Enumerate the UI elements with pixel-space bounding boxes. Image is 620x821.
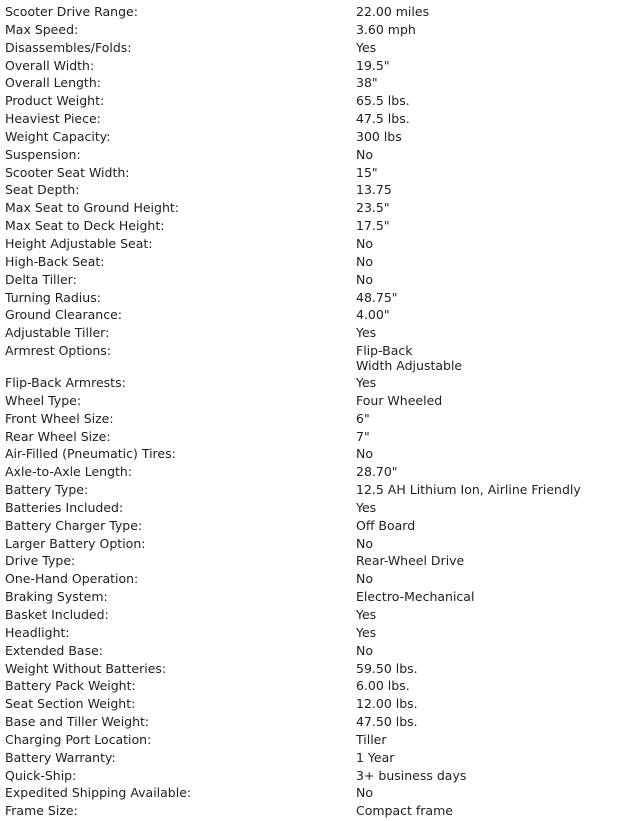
- spec-value-line: 17.5": [356, 218, 390, 234]
- spec-row: [0, 74, 620, 92]
- spec-label: Scooter Drive Range:: [5, 4, 138, 19]
- spec-value-line: No: [356, 446, 373, 462]
- spec-row: [0, 445, 620, 463]
- spec-value-line: 48.75": [356, 289, 398, 305]
- spec-label: Batteries Included:: [5, 499, 124, 515]
- spec-label: High-Back Seat:: [5, 253, 105, 269]
- spec-label: Product Weight:: [5, 93, 105, 109]
- spec-row: [0, 253, 620, 271]
- spec-row: [0, 21, 620, 39]
- spec-value-line: Yes: [356, 499, 377, 515]
- spec-row: [0, 110, 620, 128]
- spec-row: [0, 271, 620, 289]
- spec-label: Extended Base:: [5, 642, 103, 658]
- spec-value-line: No: [356, 235, 373, 251]
- spec-row: [0, 463, 620, 481]
- spec-value-line: 6": [356, 410, 370, 426]
- spec-label: Ground Clearance:: [5, 307, 122, 323]
- spec-value: [356, 146, 620, 164]
- spec-value-line: 3.60 mph: [356, 21, 416, 37]
- spec-label: Disassembles/Folds:: [5, 39, 132, 55]
- spec-label: Flip-Back Armrests:: [5, 375, 126, 391]
- spec-row: [0, 92, 620, 110]
- spec-label: Weight Without Batteries:: [5, 660, 167, 676]
- spec-value: [356, 445, 620, 463]
- spec-value: [356, 677, 620, 695]
- spec-value: [356, 3, 620, 21]
- spec-row: [0, 392, 620, 410]
- spec-label: Adjustable Tiller:: [5, 325, 110, 341]
- spec-value: [356, 39, 620, 57]
- spec-value: [356, 410, 620, 428]
- spec-value: [356, 306, 620, 324]
- spec-value: [356, 289, 620, 307]
- spec-label: Battery Pack Weight:: [5, 678, 136, 694]
- spec-value-line: Electro-Mechanical: [356, 589, 475, 605]
- spec-row: [0, 342, 620, 374]
- spec-value: [356, 517, 620, 535]
- spec-value-line: 38": [356, 75, 378, 91]
- spec-row: [0, 749, 620, 767]
- spec-value-line: Yes: [356, 624, 377, 640]
- spec-label: Charging Port Location:: [5, 731, 152, 747]
- spec-value: [356, 731, 620, 749]
- spec-label: Delta Tiller:: [5, 271, 77, 287]
- spec-value-line: 13.75: [356, 182, 392, 198]
- spec-row: [0, 713, 620, 731]
- spec-value-line: Yes: [356, 39, 377, 55]
- spec-value: [356, 199, 620, 217]
- spec-value-line: Rear-Wheel Drive: [356, 553, 465, 569]
- spec-label: Height Adjustable Seat:: [5, 235, 153, 251]
- spec-row: [0, 39, 620, 57]
- spec-row: [0, 324, 620, 342]
- spec-row: [0, 374, 620, 392]
- spec-value: [356, 428, 620, 446]
- spec-value: [356, 588, 620, 606]
- spec-row: [0, 146, 620, 164]
- spec-value: [356, 660, 620, 678]
- spec-row: [0, 695, 620, 713]
- spec-value: [356, 695, 620, 713]
- spec-label: One-Hand Operation:: [5, 571, 139, 587]
- spec-label: Base and Tiller Weight:: [5, 714, 150, 730]
- spec-value-line: 47.5 lbs.: [356, 111, 410, 127]
- spec-row: [0, 677, 620, 695]
- spec-label: Frame Size:: [5, 803, 78, 819]
- spec-value: [356, 110, 620, 128]
- spec-row: [0, 289, 620, 307]
- spec-value-line: No: [356, 785, 373, 801]
- spec-value: [356, 570, 620, 588]
- spec-label: Weight Capacity:: [5, 128, 111, 144]
- spec-label: Expedited Shipping Available:: [5, 785, 192, 801]
- spec-label: Axle-to-Axle Length:: [5, 464, 133, 480]
- spec-value-line: 22.00 miles: [356, 4, 430, 19]
- spec-label: Rear Wheel Size:: [5, 428, 111, 444]
- spec-label: Scooter Seat Width:: [5, 164, 130, 180]
- spec-value: [356, 271, 620, 289]
- spec-row: [0, 410, 620, 428]
- spec-value: [356, 535, 620, 553]
- spec-label: Wheel Type:: [5, 392, 82, 408]
- spec-value: [356, 499, 620, 517]
- spec-row: [0, 552, 620, 570]
- spec-value-line: 7": [356, 428, 370, 444]
- spec-value: [356, 217, 620, 235]
- spec-value-line: 65.5 lbs.: [356, 93, 410, 109]
- spec-value: [356, 253, 620, 271]
- spec-row: [0, 802, 620, 820]
- spec-value-line: 6.00 lbs.: [356, 678, 410, 694]
- spec-value: [356, 784, 620, 802]
- spec-label: Front Wheel Size:: [5, 410, 114, 426]
- spec-value: [356, 57, 620, 75]
- spec-value-line: Yes: [356, 375, 377, 391]
- spec-label: Drive Type:: [5, 553, 76, 569]
- spec-value: [356, 164, 620, 182]
- spec-value-line: Compact frame: [356, 803, 453, 819]
- spec-value-line: 15": [356, 164, 378, 180]
- spec-value: [356, 392, 620, 410]
- spec-row: [0, 499, 620, 517]
- spec-row: [0, 181, 620, 199]
- spec-value-line: Yes: [356, 607, 377, 622]
- spec-value-line: 12.5 AH Lithium Ion, Airline Friendly: [356, 482, 581, 498]
- spec-value: [356, 481, 620, 499]
- spec-row: [0, 164, 620, 182]
- spec-value: [356, 74, 620, 92]
- spec-label: Heaviest Piece:: [5, 111, 101, 127]
- spec-value: [356, 128, 620, 146]
- spec-row: [0, 588, 620, 606]
- spec-row: [0, 660, 620, 678]
- spec-label: Max Seat to Deck Height:: [5, 218, 165, 234]
- spec-value: [356, 324, 620, 342]
- spec-value-line: Yes: [356, 325, 377, 341]
- spec-row: [0, 306, 620, 324]
- spec-label: Armrest Options:: [5, 343, 112, 359]
- spec-label: Turning Radius:: [5, 289, 101, 305]
- spec-label: Max Seat to Ground Height:: [5, 200, 179, 216]
- spec-value-line: Four Wheeled: [356, 392, 443, 408]
- spec-label: Suspension:: [5, 146, 81, 162]
- spec-label: Air-Filled (Pneumatic) Tires:: [5, 446, 176, 462]
- spec-row: [0, 428, 620, 446]
- spec-label: Seat Depth:: [5, 182, 80, 198]
- spec-value: [356, 606, 620, 624]
- spec-label: Quick-Ship:: [5, 767, 77, 783]
- spec-row: [0, 767, 620, 785]
- spec-row: [0, 235, 620, 253]
- spec-value-line: Off Board: [356, 517, 416, 533]
- spec-label: Basket Included:: [5, 607, 109, 622]
- spec-row: [0, 731, 620, 749]
- spec-label: Battery Warranty:: [5, 749, 116, 765]
- spec-value: [356, 802, 620, 820]
- spec-label: Headlight:: [5, 624, 70, 640]
- spec-row: [0, 784, 620, 802]
- spec-value-line: No: [356, 271, 373, 287]
- spec-label: Battery Charger Type:: [5, 517, 143, 533]
- spec-value-line: No: [356, 642, 373, 658]
- spec-value: [356, 21, 620, 39]
- spec-value: [356, 374, 620, 392]
- spec-value-line: 28.70": [356, 464, 398, 480]
- spec-row: [0, 606, 620, 624]
- spec-value-line: No: [356, 571, 373, 587]
- spec-value: [356, 342, 620, 373]
- spec-label: Braking System:: [5, 589, 108, 605]
- spec-value-line: 4.00": [356, 307, 390, 323]
- spec-row: [0, 535, 620, 553]
- spec-value-line: No: [356, 253, 373, 269]
- spec-row: [0, 199, 620, 217]
- spec-label: Larger Battery Option:: [5, 535, 146, 551]
- spec-value: [356, 181, 620, 199]
- spec-row: [0, 481, 620, 499]
- spec-row: [0, 624, 620, 642]
- spec-row: [0, 217, 620, 235]
- spec-value: [356, 552, 620, 570]
- spec-value-line: 59.50 lbs.: [356, 660, 418, 676]
- spec-row: [0, 570, 620, 588]
- spec-value: [356, 235, 620, 253]
- spec-label: Max Speed:: [5, 21, 79, 37]
- spec-label: Seat Section Weight:: [5, 696, 136, 712]
- spec-value: [356, 624, 620, 642]
- spec-value-line: 1 Year: [356, 749, 395, 765]
- spec-row: [0, 3, 620, 21]
- spec-value-line: Tiller: [356, 731, 387, 747]
- spec-value-line: 300 lbs: [356, 128, 402, 144]
- spec-row: [0, 517, 620, 535]
- spec-value: [356, 713, 620, 731]
- spec-value: [356, 92, 620, 110]
- spec-value: [356, 749, 620, 767]
- spec-value: [356, 642, 620, 660]
- spec-row: [0, 128, 620, 146]
- spec-value-line: Width Adjustable: [356, 358, 463, 374]
- spec-row: [0, 57, 620, 75]
- spec-value-line: No: [356, 535, 373, 551]
- spec-value-line: 47.50 lbs.: [356, 714, 418, 730]
- spec-value-line: 23.5": [356, 200, 390, 216]
- spec-value-line: Flip-Back: [356, 343, 413, 359]
- spec-value: [356, 463, 620, 481]
- spec-value-line: No: [356, 146, 373, 162]
- spec-label: Battery Type:: [5, 482, 89, 498]
- spec-value-line: 19.5": [356, 57, 390, 73]
- spec-label: Overall Length:: [5, 75, 101, 91]
- spec-label: Overall Width:: [5, 57, 95, 73]
- spec-row: [0, 642, 620, 660]
- spec-value: [356, 767, 620, 785]
- spec-value-line: 12.00 lbs.: [356, 696, 418, 712]
- spec-value-line: 3+ business days: [356, 767, 467, 783]
